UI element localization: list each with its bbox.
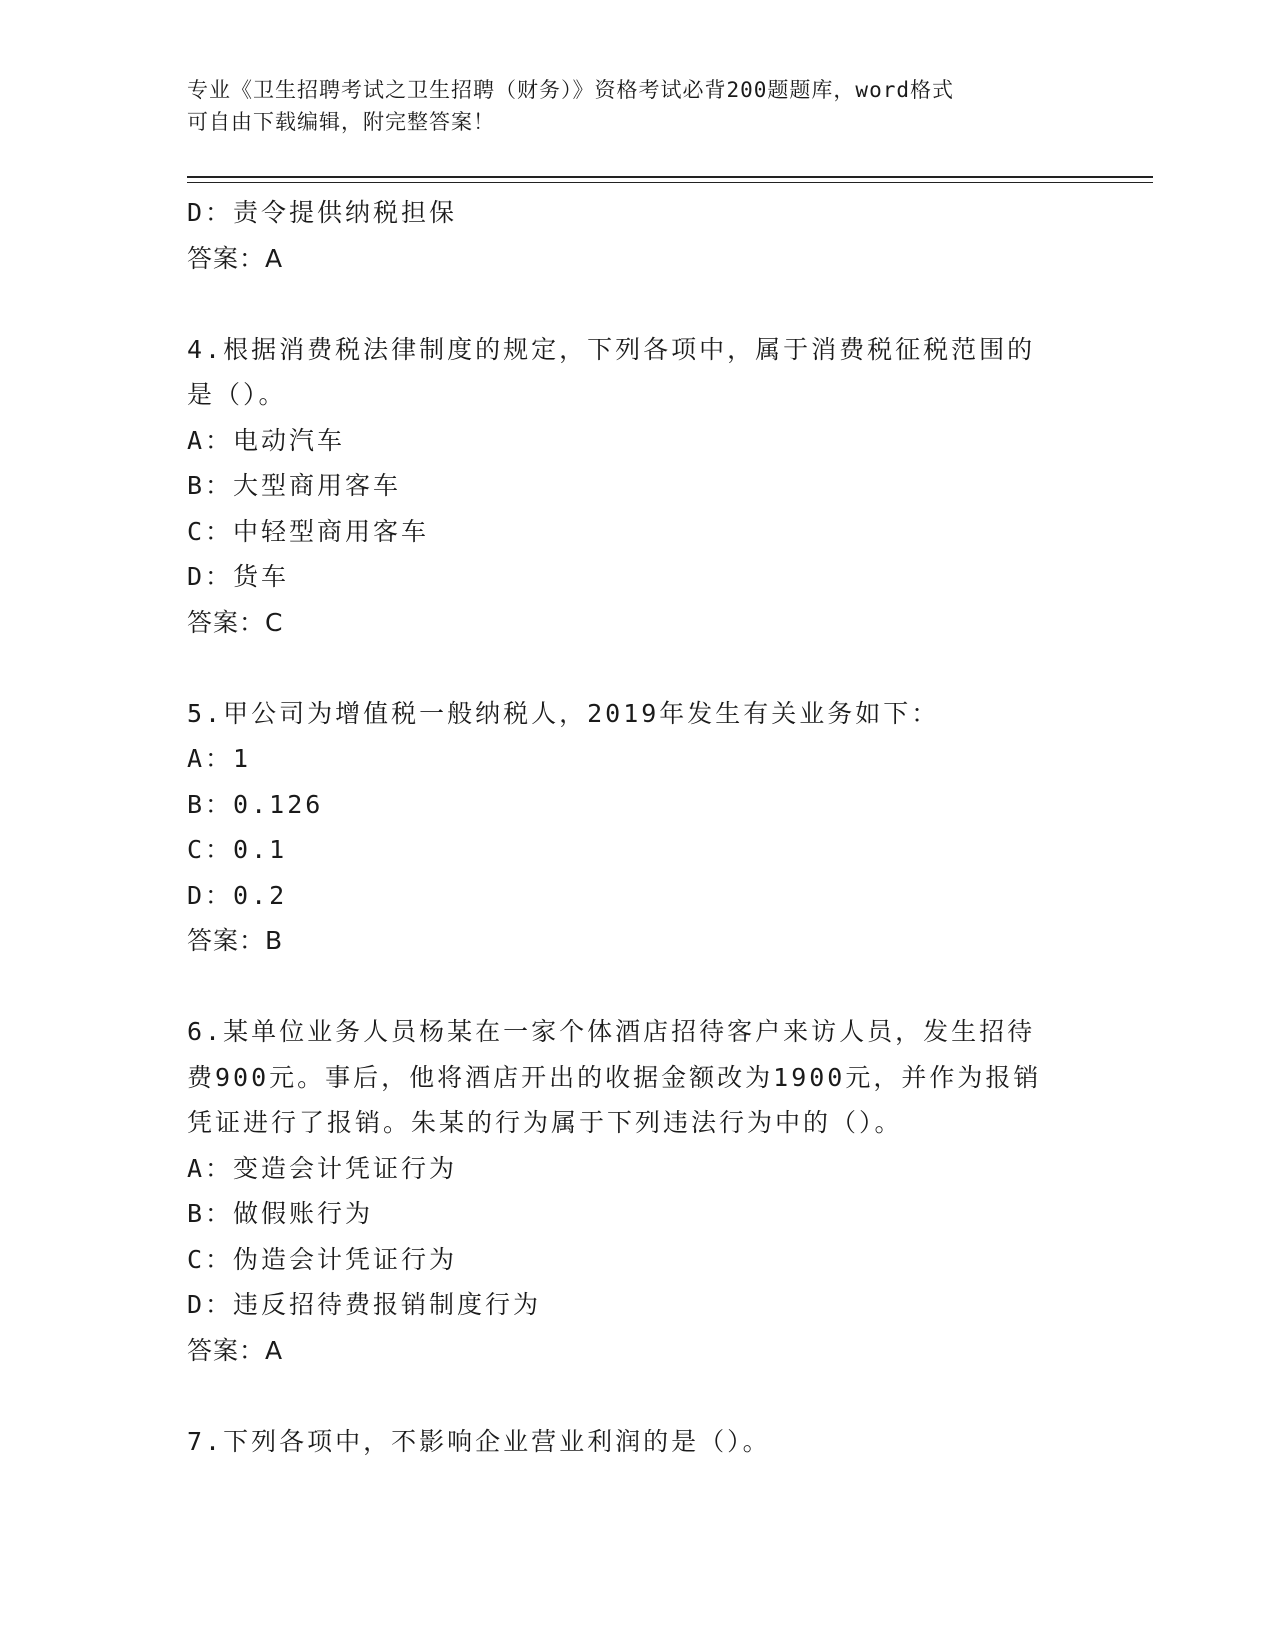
question-block — [187, 691, 1087, 964]
option-a: A：1 — [187, 744, 252, 773]
question-spacer — [187, 964, 1087, 1010]
question-text-line: 是（）。 — [187, 380, 287, 409]
question-text-line: 4.根据消费税法律制度的规定，下列各项中，属于消费税征税范围的 — [187, 334, 1036, 364]
question-block — [187, 327, 1087, 646]
answer-line: 答案：A — [187, 1335, 284, 1365]
header-divider-thick — [187, 176, 1153, 178]
question-text-line: 6.某单位业务人员杨某在一家个体酒店招待客户来访人员，发生招待 — [187, 1017, 1036, 1046]
answer-line: 答案：C — [187, 607, 284, 637]
document-header — [187, 74, 1087, 138]
question-spacer — [187, 645, 1087, 691]
option-b: B：0.126 — [187, 789, 324, 819]
option-c: C：0.1 — [187, 835, 288, 864]
option-c: C：伪造会计凭证行为 — [187, 1244, 458, 1274]
answer-line: 答案：A — [187, 243, 284, 273]
option-a: A：电动汽车 — [187, 425, 346, 455]
header-line-2: 可自由下载编辑，附完整答案！ — [187, 110, 495, 134]
header-line-1: 专业《卫生招聘考试之卫生招聘（财务）》资格考试必背200题题库，word格式 — [187, 78, 954, 102]
question-block — [187, 190, 1087, 281]
question-block — [187, 1419, 1087, 1465]
option-d: D：0.2 — [187, 880, 288, 910]
option-d: D：责令提供纳税担保 — [187, 198, 458, 227]
header-divider-thin — [187, 182, 1153, 183]
question-list — [187, 190, 1087, 1464]
option-d: D：违反招待费报销制度行为 — [187, 1290, 542, 1319]
option-c: C：中轻型商用客车 — [187, 516, 430, 546]
option-b: B：大型商用客车 — [187, 471, 402, 500]
option-b: B：做假账行为 — [187, 1199, 374, 1228]
question-text-line: 费900元。事后，他将酒店开出的收据金额改为1900元，并作为报销 — [187, 1062, 1042, 1092]
option-d: D：货车 — [187, 562, 290, 591]
question-text-line: 5.甲公司为增值税一般纳税人，2019年发生有关业务如下： — [187, 698, 940, 728]
question-spacer — [187, 281, 1087, 327]
question-text-line: 7.下列各项中，不影响企业营业利润的是（）。 — [187, 1426, 771, 1456]
question-text-line: 凭证进行了报销。朱某的行为属于下列违法行为中的（）。 — [187, 1108, 903, 1137]
answer-line: 答案：B — [187, 926, 284, 955]
question-spacer — [187, 1373, 1087, 1419]
option-a: A：变造会计凭证行为 — [187, 1153, 458, 1183]
question-block — [187, 1009, 1087, 1373]
